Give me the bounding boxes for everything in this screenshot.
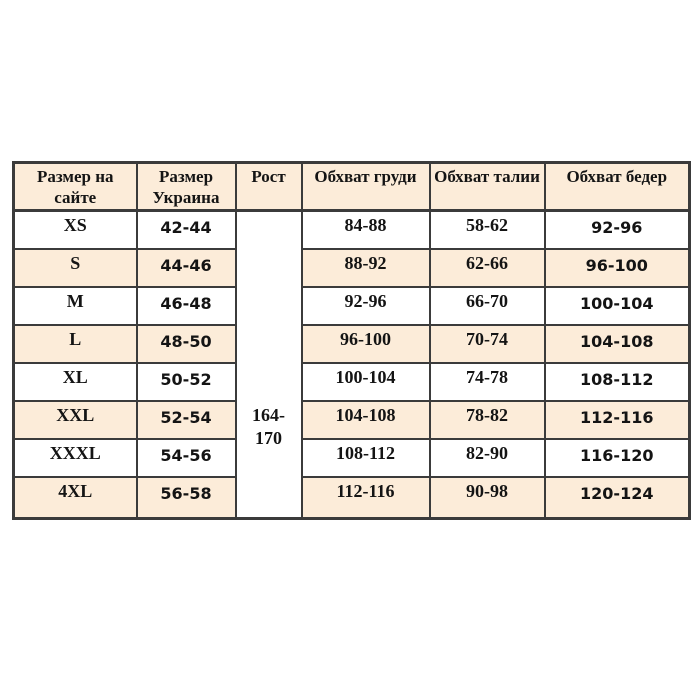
cell-ukraine-size: 52-54 <box>137 401 236 439</box>
cell-hips: 116-120 <box>545 439 690 477</box>
cell-site-size: XL <box>14 363 137 401</box>
size-row-4xl <box>14 477 690 519</box>
cell-site-size: 4XL <box>14 477 137 519</box>
col-header-site-size: Размер на сайте <box>14 163 137 211</box>
size-row-m <box>14 287 690 325</box>
size-row-l <box>14 325 690 363</box>
cell-hips: 112-116 <box>545 401 690 439</box>
cell-site-size: S <box>14 249 137 287</box>
cell-hips: 120-124 <box>545 477 690 519</box>
col-header-ukraine-size: Размер Украина <box>137 163 236 211</box>
cell-chest: 88-92 <box>302 249 430 287</box>
col-header-height: Рост <box>236 163 302 211</box>
cell-waist: 78-82 <box>430 401 545 439</box>
cell-ukraine-size: 44-46 <box>137 249 236 287</box>
size-row-xxl <box>14 401 690 439</box>
cell-ukraine-size: 50-52 <box>137 363 236 401</box>
cell-chest: 96-100 <box>302 325 430 363</box>
cell-chest: 104-108 <box>302 401 430 439</box>
height-value: 164-170 <box>252 405 285 448</box>
cell-ukraine-size: 48-50 <box>137 325 236 363</box>
cell-waist: 58-62 <box>430 211 545 249</box>
cell-hips: 100-104 <box>545 287 690 325</box>
size-row-xs <box>14 211 690 249</box>
cell-ukraine-size: 54-56 <box>137 439 236 477</box>
cell-waist: 66-70 <box>430 287 545 325</box>
cell-waist: 70-74 <box>430 325 545 363</box>
size-row-xxxl <box>14 439 690 477</box>
cell-hips: 108-112 <box>545 363 690 401</box>
cell-chest: 108-112 <box>302 439 430 477</box>
cell-chest: 112-116 <box>302 477 430 519</box>
col-header-hips: Обхват бедер <box>545 163 690 211</box>
cell-height-merged <box>236 211 302 519</box>
cell-chest: 100-104 <box>302 363 430 401</box>
cell-ukraine-size: 56-58 <box>137 477 236 519</box>
cell-site-size: L <box>14 325 137 363</box>
cell-ukraine-size: 42-44 <box>137 211 236 249</box>
cell-waist: 62-66 <box>430 249 545 287</box>
size-chart-table <box>12 161 691 520</box>
cell-chest: 92-96 <box>302 287 430 325</box>
col-header-chest: Обхват груди <box>302 163 430 211</box>
size-row-s <box>14 249 690 287</box>
cell-site-size: XXXL <box>14 439 137 477</box>
cell-waist: 82-90 <box>430 439 545 477</box>
cell-hips: 96-100 <box>545 249 690 287</box>
size-row-xl <box>14 363 690 401</box>
cell-waist: 90-98 <box>430 477 545 519</box>
cell-chest: 84-88 <box>302 211 430 249</box>
cell-hips: 92-96 <box>545 211 690 249</box>
cell-ukraine-size: 46-48 <box>137 287 236 325</box>
cell-site-size: M <box>14 287 137 325</box>
header-row <box>14 163 690 211</box>
col-header-waist: Обхват талии <box>430 163 545 211</box>
cell-site-size: XS <box>14 211 137 249</box>
cell-waist: 74-78 <box>430 363 545 401</box>
cell-hips: 104-108 <box>545 325 690 363</box>
cell-site-size: XXL <box>14 401 137 439</box>
